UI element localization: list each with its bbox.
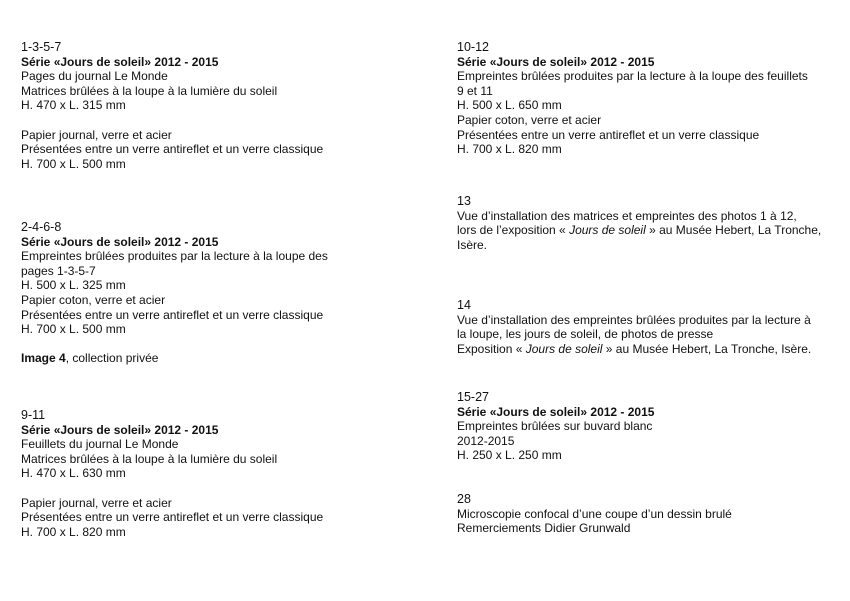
- image-label: Image 4: [21, 351, 66, 366]
- caption-line: Papier journal, verre et acier: [21, 495, 172, 510]
- caption-line: H. 500 x L. 325 mm: [21, 278, 126, 293]
- caption-line: Présentées entre un verre antireflet et un verre classique: [21, 307, 324, 322]
- caption-number: 1-3-5-7: [21, 40, 62, 54]
- caption-line-exhibition: [457, 223, 837, 238]
- caption-text: lors de l’exposition «: [457, 223, 570, 238]
- caption-line: Vue d’installation des empreintes brûlées produites par la lecture à: [457, 312, 811, 327]
- caption-line: Empreintes brûlées sur buvard blanc: [457, 419, 653, 434]
- caption-line: Matrices brûlées à la loupe à la lumière du soleil: [21, 83, 278, 98]
- caption-line: Présentées entre un verre antireflet et un verre classique: [21, 510, 324, 525]
- caption-block-15-27: [457, 390, 837, 463]
- caption-block-28: [457, 492, 837, 536]
- caption-line: Papier coton, verre et acier: [457, 112, 602, 127]
- caption-line: Présentées entre un verre antireflet et un verre classique: [21, 142, 324, 157]
- caption-line: H. 470 x L. 315 mm: [21, 98, 126, 113]
- exhibition-title: Jours de soleil: [525, 341, 603, 356]
- caption-text: Exposition «: [457, 341, 526, 356]
- caption-text: » au Musée Hebert, La Tronche, Isère.: [602, 341, 812, 356]
- caption-line: Pages du journal Le Monde: [21, 69, 168, 84]
- caption-number: 13: [457, 194, 471, 208]
- caption-line: 2012-2015: [457, 433, 515, 448]
- caption-line: Microscopie confocal d’une coupe d’un dessin brulé: [457, 506, 732, 521]
- collection-text: , collection privée: [65, 351, 159, 366]
- caption-line-exhibition: [457, 342, 837, 357]
- caption-block-2-4-6-8: [21, 220, 421, 366]
- caption-title: Série «Jours de soleil» 2012 - 2015: [21, 422, 219, 437]
- caption-title: Série «Jours de soleil» 2012 - 2015: [21, 54, 219, 69]
- caption-line: H. 470 x L. 630 mm: [21, 466, 126, 481]
- caption-block-9-11: [21, 408, 421, 539]
- caption-title: Série «Jours de soleil» 2012 - 2015: [21, 234, 219, 249]
- caption-line: H. 250 x L. 250 mm: [457, 448, 562, 463]
- caption-line: la loupe, les jours de soleil, de photos de presse: [457, 327, 714, 342]
- caption-line: Remerciements Didier Grunwald: [457, 521, 631, 536]
- caption-line: H. 500 x L. 650 mm: [457, 98, 562, 113]
- caption-line: Papier coton, verre et acier: [21, 292, 166, 307]
- caption-line: pages 1-3-5-7: [21, 263, 96, 278]
- caption-block-10-12: [457, 40, 837, 157]
- caption-line: Empreintes brûlées produites par la lecture à la loupe des: [21, 249, 328, 264]
- caption-line: Feuillets du journal Le Monde: [21, 437, 179, 452]
- caption-line: Vue d’installation des matrices et empreintes des photos 1 à 12,: [457, 208, 797, 223]
- caption-number: 9-11: [21, 408, 46, 422]
- caption-line: 9 et 11: [457, 83, 493, 98]
- caption-number: 2-4-6-8: [21, 220, 62, 234]
- caption-text: » au Musée Hebert, La Tronche,: [645, 223, 822, 238]
- caption-line: Présentées entre un verre antireflet et un verre classique: [457, 127, 760, 142]
- caption-line: Isère.: [457, 237, 488, 252]
- caption-line: Matrices brûlées à la loupe à la lumière du soleil: [21, 451, 278, 466]
- caption-line: H. 700 x L. 820 mm: [21, 524, 126, 539]
- caption-number: 14: [457, 298, 471, 312]
- caption-line: Empreintes brûlées produites par la lecture à la loupe des feuillets: [457, 69, 808, 84]
- caption-block-1-3-5-7: [21, 40, 421, 171]
- caption-line: H. 700 x L. 500 mm: [21, 156, 126, 171]
- exhibition-title: Jours de soleil: [569, 223, 646, 238]
- caption-title: Série «Jours de soleil» 2012 - 2015: [457, 54, 655, 69]
- caption-line: H. 700 x L. 820 mm: [457, 142, 562, 157]
- caption-title: Série «Jours de soleil» 2012 - 2015: [457, 404, 655, 419]
- caption-block-14: [457, 298, 837, 356]
- caption-block-13: [457, 194, 837, 252]
- caption-number: 28: [457, 492, 471, 506]
- collection-note: [21, 351, 421, 366]
- caption-number: 15-27: [457, 390, 489, 404]
- caption-line: H. 700 x L. 500 mm: [21, 322, 126, 337]
- caption-number: 10-12: [457, 40, 489, 54]
- caption-line: Papier journal, verre et acier: [21, 127, 172, 142]
